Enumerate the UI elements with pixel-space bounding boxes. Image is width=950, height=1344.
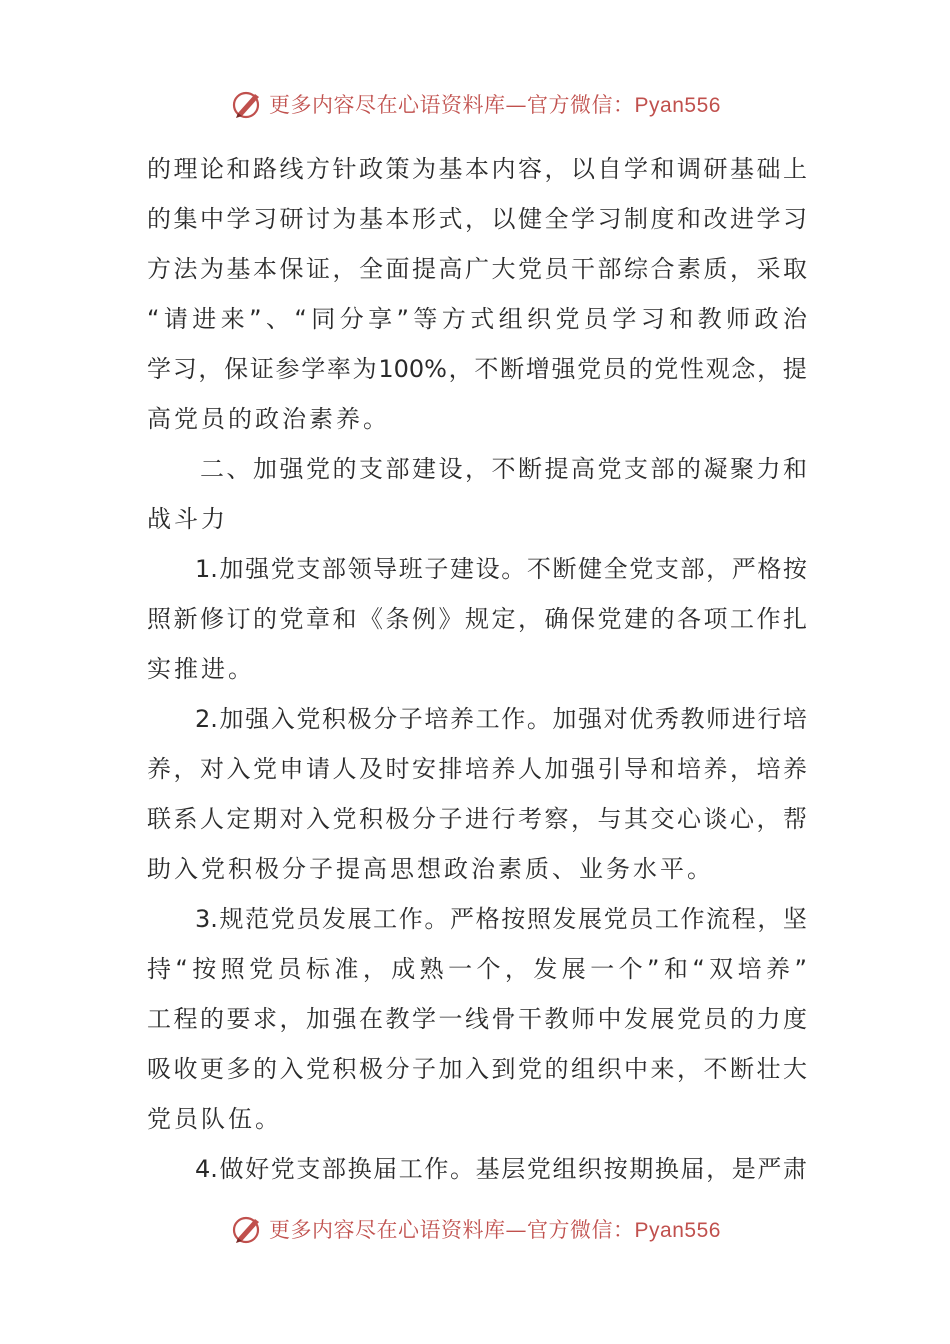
banner-text: 更多内容尽在心语资料库—官方微信：Pyan556 [269,1218,721,1242]
text-line: 的 理 论 和 路 线 方 针 政 策 为 基 本 内 容 ， 以 自 学 和 调 研 基 础 上 [147,155,807,183]
text-line: 学 习 ， 保 证 参 学 率 为 100% ， 不 断 增 强 党 员 的 党 性 观 念 ， 提 [147,355,807,383]
text-line: 方 法 为 基 本 保 证 ， 全 面 提 高 广 大 党 员 干 部 综 合 素 质 ， 采 取 [147,255,807,283]
text-line: 高党员的政治素养。 [147,405,390,433]
text-line: “ 请 进 来 ” 、 “ 同 分 享 ” 等 方 式 组 织 党 员 学 习 和 教 师 政 治 [147,305,807,333]
text-line: 养 ， 对 入 党 申 请 人 及 时 安 排 培 养 人 加 强 引 导 和 培 养 ， 培 养 [147,755,807,783]
footer-banner [0,1209,950,1249]
banner-text: 更多内容尽在心语资料库—官方微信：Pyan556 [269,93,721,117]
text-line: 党员队伍。 [147,1105,282,1133]
text-line: 助入党积极分子提高思想政治素质、业务水平。 [147,855,714,883]
text-line: 持 “ 按 照 党 员 标 准 ， 成 熟 一 个 ， 发 展 一 个 ” 和 “ 双 培 养 ” [147,955,807,983]
text-line: 吸 收 更 多 的 入 党 积 极 分 子 加 入 到 党 的 组 织 中 来 ， 不 断 壮 大 [147,1055,807,1083]
text-line: 实推进。 [147,655,255,683]
text-line: 2. 加 强 入 党 积 极 分 子 培 养 工 作 。 加 强 对 优 秀 教 师 进 行 培 [195,705,807,733]
section-heading-continued: 战斗力 [147,505,228,533]
pen-logo-icon [229,1211,265,1247]
section-heading: 二 、 加 强 党 的 支 部 建 设 ， 不 断 提 高 党 支 部 的 凝 聚 力 和 [200,455,807,483]
text-line: 照 新 修 订 的 党 章 和 《 条 例 》 规 定 ， 确 保 党 建 的 各 项 工 作 扎 [147,605,807,633]
text-line: 3. 规 范 党 员 发 展 工 作 。 严 格 按 照 发 展 党 员 工 作 流 程 ， 坚 [195,905,807,933]
text-line: 联 系 人 定 期 对 入 党 积 极 分 子 进 行 考 察 ， 与 其 交 心 谈 心 ， 帮 [147,805,807,833]
pen-logo-icon [229,86,265,122]
text-line: 1. 加 强 党 支 部 领 导 班 子 建 设 。 不 断 健 全 党 支 部 ， 严 格 按 [195,555,807,583]
text-line: 4. 做 好 党 支 部 换 届 工 作 。 基 层 党 组 织 按 期 换 届 ， 是 严 肃 [195,1155,807,1183]
header-banner [0,84,950,124]
text-line: 工 程 的 要 求 ， 加 强 在 教 学 一 线 骨 干 教 师 中 发 展 党 员 的 力 度 [147,1005,807,1033]
text-line: 的 集 中 学 习 研 讨 为 基 本 形 式 ， 以 健 全 学 习 制 度 和 改 进 学 习 [147,205,807,233]
